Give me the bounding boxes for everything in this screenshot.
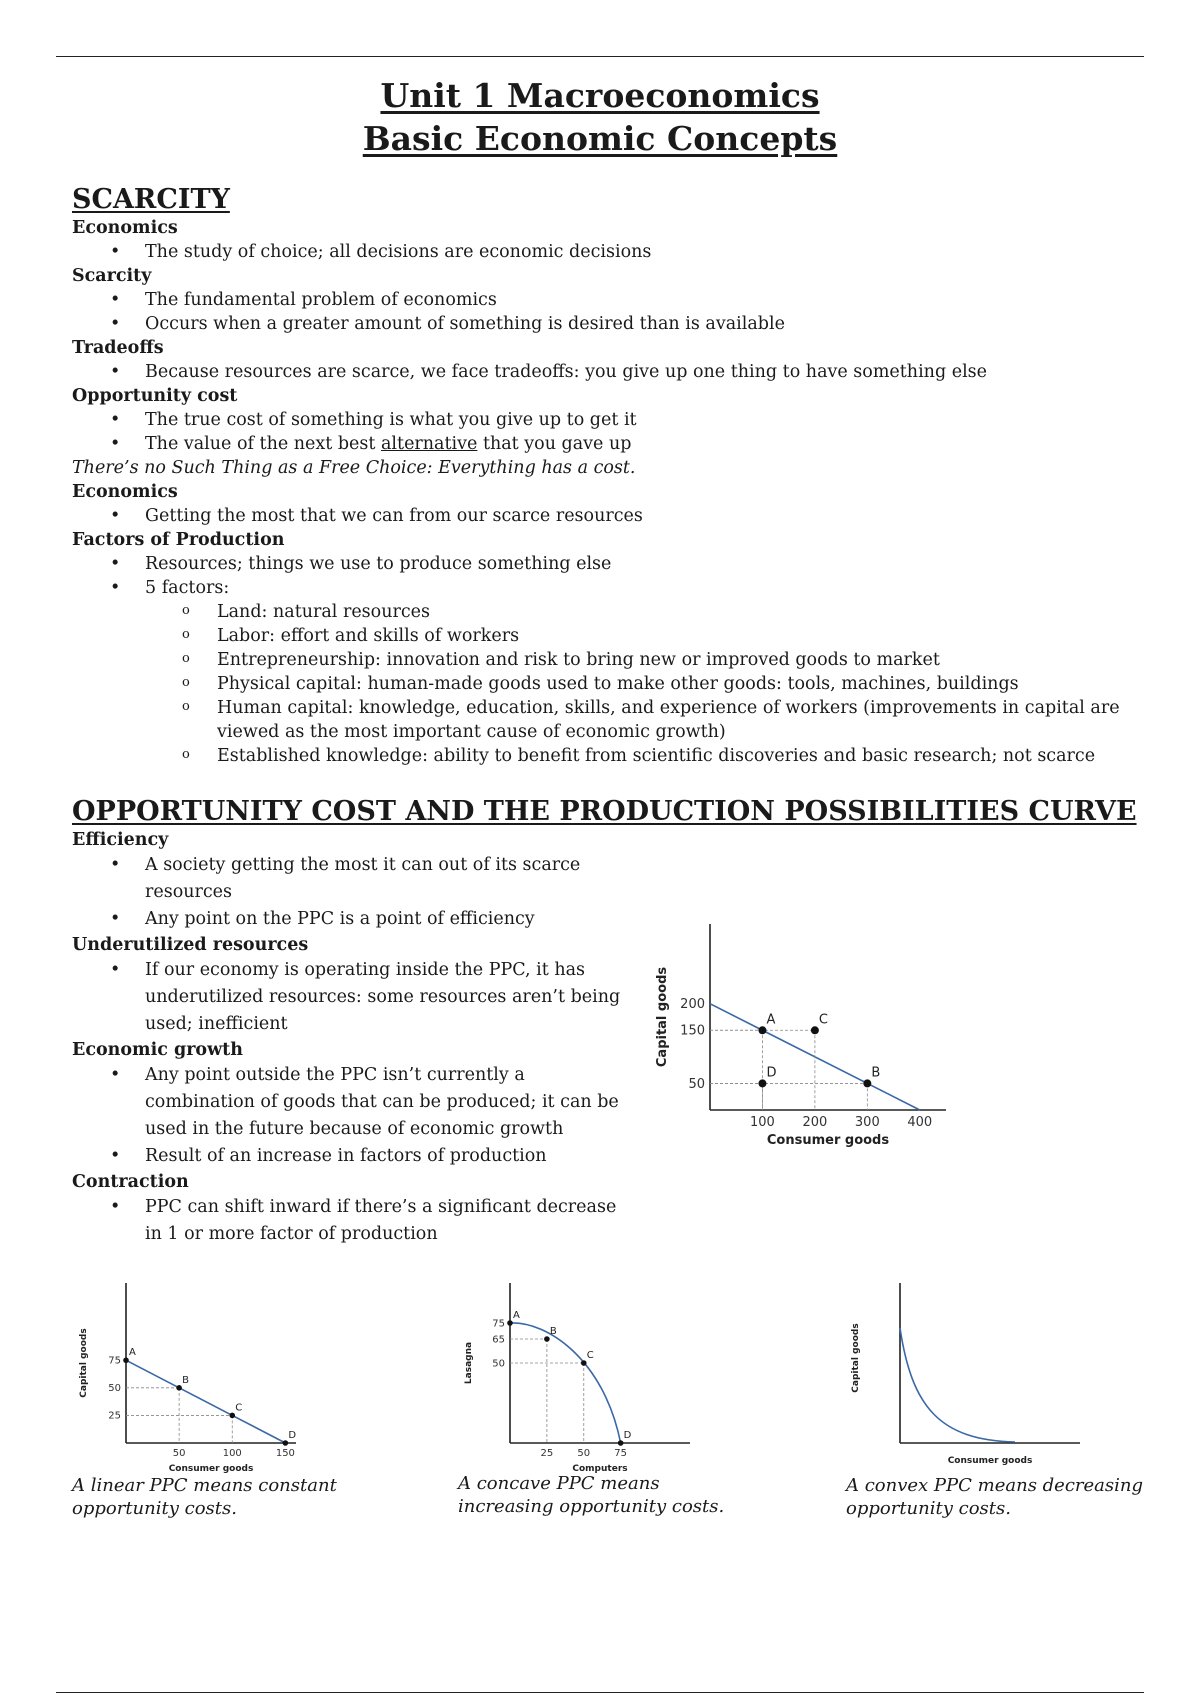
factor-item: o Land: natural resources bbox=[72, 600, 1152, 624]
factors-sublist bbox=[72, 600, 1152, 768]
opportunity-cost-list bbox=[72, 408, 1152, 456]
x-tick-label: 50 bbox=[172, 1448, 186, 1459]
term-economic-growth: Economic growth bbox=[72, 1040, 243, 1060]
scarcity-list bbox=[72, 288, 1152, 336]
term-scarcity: Scarcity bbox=[72, 266, 152, 286]
x-tick-label: 50 bbox=[577, 1448, 591, 1459]
growth-list bbox=[72, 1062, 632, 1170]
data-point-b bbox=[544, 1336, 550, 1342]
ppc-text-column bbox=[72, 828, 632, 1248]
page-title bbox=[0, 74, 1200, 160]
contraction-list bbox=[72, 1194, 632, 1248]
data-point-d bbox=[283, 1440, 289, 1446]
linear-caption: A linear PPC means constant opportunity costs. bbox=[72, 1475, 337, 1519]
list-item: • A society getting the most it can out of its scarce resources bbox=[72, 852, 632, 906]
ppc-line bbox=[126, 1360, 285, 1443]
data-point-d bbox=[758, 1079, 766, 1087]
point-label-c: C bbox=[818, 1012, 828, 1028]
data-point-c bbox=[229, 1413, 235, 1419]
scarcity-section bbox=[72, 184, 1152, 768]
ppc-heading: OPPORTUNITY COST AND THE PRODUCTION POSSIBILITIES CURVE bbox=[72, 796, 1137, 827]
list-item bbox=[72, 432, 1152, 456]
list-item: • Occurs when a greater amount of something is desired than is available bbox=[72, 312, 1152, 336]
economics2-list bbox=[72, 504, 1152, 528]
y-tick-label: 50 bbox=[688, 1076, 705, 1092]
point-label-a: A bbox=[129, 1347, 136, 1359]
data-point-b bbox=[176, 1385, 182, 1391]
top-rule bbox=[56, 56, 1144, 57]
concave-ppc-chart bbox=[455, 1278, 705, 1478]
x-tick-label: 75 bbox=[614, 1448, 628, 1459]
ppc-curve bbox=[900, 1328, 1015, 1442]
title-line-2: Basic Economic Concepts bbox=[362, 119, 838, 158]
title-line-1: Unit 1 Macroeconomics bbox=[380, 76, 820, 115]
term-tradeoffs: Tradeoffs bbox=[72, 338, 164, 358]
point-label-c: C bbox=[235, 1402, 243, 1414]
economics-list bbox=[72, 240, 1152, 264]
x-tick-label: 300 bbox=[854, 1115, 880, 1130]
list-item: • The true cost of something is what you give up to get it bbox=[72, 408, 1152, 432]
term-efficiency: Efficiency bbox=[72, 830, 169, 850]
concave-caption: A concave PPC means increasing opportunity costs. bbox=[458, 1473, 725, 1517]
x-tick-label: 100 bbox=[750, 1115, 775, 1130]
term-opportunity-cost: Opportunity cost bbox=[72, 386, 238, 406]
x-tick-label: 100 bbox=[222, 1448, 242, 1459]
factor-item: o Physical capital: human-made goods used to make other goods: tools, machines, buildings bbox=[72, 672, 1152, 696]
convex-caption: A convex PPC means decreasing opportunity costs. bbox=[846, 1475, 1143, 1519]
point-label-b: B bbox=[871, 1065, 881, 1081]
data-point-d bbox=[618, 1440, 624, 1446]
list-item: • The fundamental problem of economics bbox=[72, 288, 1152, 312]
point-label-a: A bbox=[513, 1310, 520, 1321]
bottom-rule bbox=[56, 1692, 1144, 1693]
y-tick-label: 65 bbox=[492, 1334, 505, 1346]
point-label-d: D bbox=[766, 1065, 777, 1081]
x-tick-label: 25 bbox=[540, 1448, 554, 1459]
tradeoffs-list bbox=[72, 360, 1152, 384]
y-axis-label: Capital goods bbox=[79, 1328, 89, 1398]
y-tick-label: 25 bbox=[108, 1410, 121, 1422]
y-tick-label: 75 bbox=[492, 1318, 505, 1330]
free-choice-note: There’s no Such Thing as a Free Choice: Everything has a cost. bbox=[72, 458, 636, 478]
underutilized-list bbox=[72, 957, 632, 1038]
factor-item: o Established knowledge: ability to benefit from scientific discoveries and basic research; not scarce bbox=[72, 744, 1152, 768]
y-tick-label: 200 bbox=[680, 997, 705, 1013]
data-point-a bbox=[507, 1320, 513, 1326]
list-item: • Result of an increase in factors of production bbox=[72, 1143, 632, 1170]
point-label-a: A bbox=[766, 1012, 776, 1028]
list-item: • The study of choice; all decisions are economic decisions bbox=[72, 240, 1152, 264]
efficiency-list bbox=[72, 852, 632, 933]
x-axis-label: Consumer goods bbox=[766, 1133, 890, 1148]
y-axis-label: Lasagna bbox=[464, 1341, 474, 1385]
data-point-a bbox=[758, 1026, 766, 1034]
data-point-b bbox=[863, 1079, 871, 1087]
x-axis-label: Consumer goods bbox=[947, 1456, 1033, 1466]
ppc-main-chart bbox=[650, 910, 950, 1170]
ppc-section bbox=[72, 796, 1152, 1248]
point-label-d: D bbox=[623, 1430, 632, 1441]
list-item: • Resources; things we use to produce something else bbox=[72, 552, 1152, 576]
term-economics: Economics bbox=[72, 218, 178, 238]
term-underutilized: Underutilized resources bbox=[72, 935, 309, 955]
x-axis-label: Computers bbox=[572, 1464, 628, 1474]
x-axis-label: Consumer goods bbox=[168, 1464, 254, 1474]
list-item: • Any point on the PPC is a point of efficiency bbox=[72, 906, 632, 933]
point-label-b: B bbox=[182, 1374, 189, 1386]
list-item: • Because resources are scarce, we face tradeoffs: you give up one thing to have something else bbox=[72, 360, 1152, 384]
factor-item: o Entrepreneurship: innovation and risk to bring new or improved goods to market bbox=[72, 648, 1152, 672]
text-span: that you gave up bbox=[477, 434, 632, 454]
factor-item: o Labor: effort and skills of workers bbox=[72, 624, 1152, 648]
point-label-b: B bbox=[549, 1326, 557, 1337]
y-tick-label: 150 bbox=[680, 1023, 705, 1039]
scarcity-heading: SCARCITY bbox=[72, 184, 230, 215]
list-item: • PPC can shift inward if there’s a significant decrease in 1 or more factor of production bbox=[72, 1194, 632, 1248]
x-tick-label: 400 bbox=[907, 1115, 933, 1130]
data-point-c bbox=[581, 1360, 587, 1366]
convex-ppc-chart bbox=[842, 1278, 1092, 1478]
list-item: • Getting the most that we can from our scarce resources bbox=[72, 504, 1152, 528]
list-item: • 5 factors: bbox=[72, 576, 1152, 600]
y-axis-label: Capital goods bbox=[655, 966, 670, 1068]
list-item: • Any point outside the PPC isn’t currently a combination of goods that can be produced; it can be used in the future because of economic growth bbox=[72, 1062, 632, 1143]
x-tick-label: 150 bbox=[275, 1448, 295, 1459]
fop-list bbox=[72, 552, 1152, 600]
y-tick-label: 50 bbox=[108, 1383, 121, 1395]
y-tick-label: 75 bbox=[108, 1355, 121, 1367]
linear-ppc-chart bbox=[70, 1278, 320, 1478]
point-label-c: C bbox=[586, 1350, 594, 1361]
data-point-c bbox=[811, 1026, 819, 1034]
point-label-d: D bbox=[288, 1430, 297, 1441]
underlined-word: alternative bbox=[381, 434, 478, 454]
y-axis-label: Capital goods bbox=[851, 1323, 861, 1393]
list-item: • If our economy is operating inside the PPC, it has underutilized resources: some resources aren’t being used; inefficient bbox=[72, 957, 632, 1038]
term-contraction: Contraction bbox=[72, 1172, 189, 1192]
factor-item: o Human capital: knowledge, education, skills, and experience of workers (improvements in capital are viewed as the most important cause of economic growth) bbox=[72, 696, 1152, 744]
term-factors-of-production: Factors of Production bbox=[72, 530, 285, 550]
x-tick-label: 200 bbox=[802, 1115, 828, 1130]
ppc-curve bbox=[510, 1323, 621, 1443]
y-tick-label: 50 bbox=[492, 1358, 505, 1370]
text-span: The value of the next best bbox=[145, 434, 381, 454]
term-economics-2: Economics bbox=[72, 482, 178, 502]
data-point-a bbox=[123, 1357, 129, 1363]
